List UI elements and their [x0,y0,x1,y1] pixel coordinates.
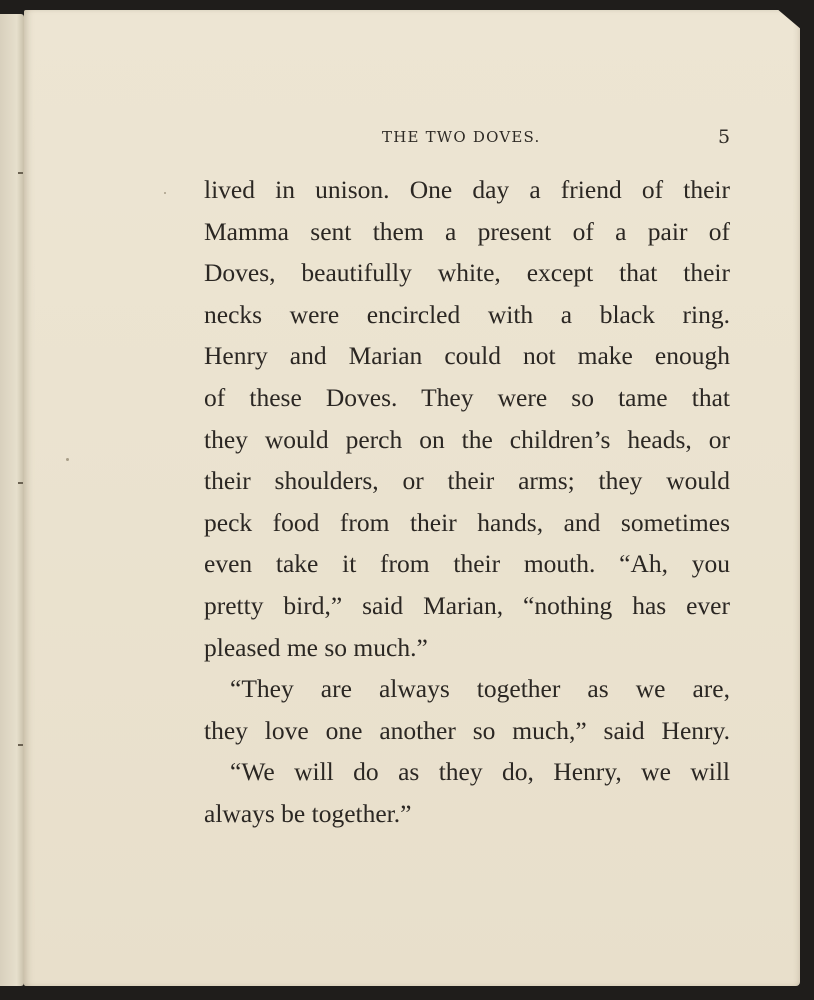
paper-speck [164,192,166,194]
previous-page-edge [0,14,24,986]
text-line: Doves, beautifully white, except that their [204,258,730,288]
text-line: lived in unison. One day a friend of their [204,175,730,204]
text-line: necks were encircled with a black ring. [204,299,730,329]
text-line: “They are always together as we are, [230,674,730,704]
body-text [204,169,730,835]
paper-speck [66,458,69,461]
text-line: peck food from their hands, and sometimes [204,507,730,537]
binding-mark [18,172,23,174]
text-line: always be together.” [204,798,412,828]
binding-mark [18,482,23,484]
text-line: pleased me so much.” [204,632,428,662]
text-line: even take it from their mouth. “Ah, you [204,549,730,579]
text-line: they would perch on the children’s heads, or [204,424,730,454]
text-line: their shoulders, or their arms; they would [204,466,730,496]
text-line: “We will do as they do, Henry, we will [230,757,730,787]
text-line: Mamma sent them a present of a pair of [204,216,730,246]
text-line: pretty bird,” said Marian, “nothing has ever [204,590,730,620]
page-number: 5 [718,126,731,148]
text-line: Henry and Marian could not make enough [204,341,730,371]
binding-mark [18,744,23,746]
page-corner [776,8,802,30]
book-page [24,10,800,986]
running-head: THE TWO DOVES. [382,128,541,146]
text-line: they love one another so much,” said Henry. [204,715,730,745]
text-line: of these Doves. They were so tame that [204,382,730,412]
